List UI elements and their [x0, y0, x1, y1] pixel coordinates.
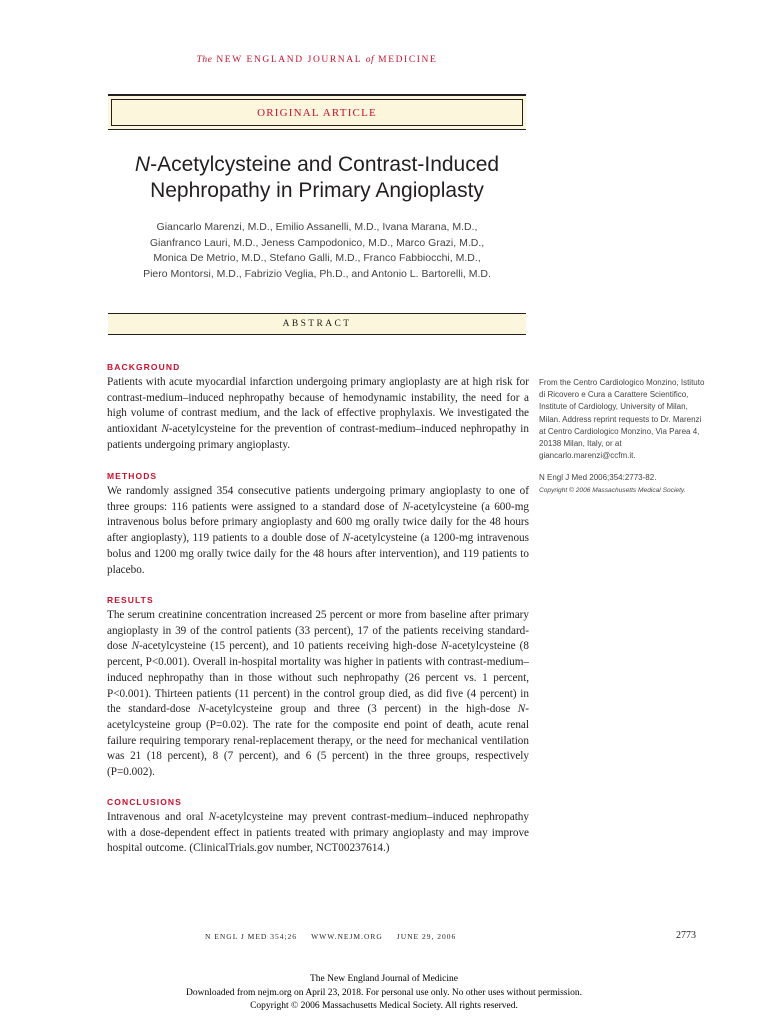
- author-line: Piero Montorsi, M.D., Fabrizio Veglia, Ph.D., and Antonio L. Bartorelli, M.D.: [143, 267, 491, 280]
- journal-prefix: The: [196, 55, 213, 65]
- methods-text-a: We randomly assigned 354 consecutive patients undergoing primary angioplasty to one of three groups: 116 patients were assigned to a standard dose of: [107, 485, 529, 513]
- copyright-note: Copyright © 2006 Massachusetts Medical Society.: [539, 487, 686, 494]
- methods-text-b: -acetylcysteine (a 600-mg intravenous bolus before primary angioplasty and 600 mg orally twice daily for the 48 hours after angioplasty), 119 patients to a double dose of: [107, 500, 529, 545]
- results-paragraph: [107, 608, 529, 781]
- title-line-2: Nephropathy in Primary Angioplasty: [150, 179, 484, 202]
- results-text-a: The serum creatinine concentration increased 25 percent or more from baseline after primary angioplasty in 39 of the control patients (33 percent), 17 of the patients receiving standard-dose: [107, 609, 529, 653]
- title-line-1-rest: -Acetylcysteine and Contrast-Induced: [150, 153, 500, 176]
- author-line: Monica De Metrio, M.D., Stefano Galli, M.D., Franco Fabbiocchi, M.D.,: [153, 252, 481, 264]
- italic-n: N: [208, 811, 217, 823]
- footer-website: WWW.NEJM.ORG: [311, 932, 383, 941]
- methods-text-c: -acetylcysteine (a 1200-mg intravenous bolus and 1200 mg orally twice daily for the 48 hours after intervention), and 119 patients to placebo.: [107, 532, 529, 576]
- author-list: [108, 220, 526, 282]
- italic-n: N: [131, 640, 140, 653]
- background-text-b: -acetylcysteine for the prevention of contrast-medium–induced nephropathy in patients undergoing primary angioplasty.: [107, 423, 529, 451]
- results-heading: RESULTS: [107, 595, 154, 605]
- citation-line: N Engl J Med 2006;354:2773-82.: [539, 473, 657, 482]
- italic-n: N: [197, 703, 206, 716]
- conclusions-text-b: -acetylcysteine may prevent contrast-medium–induced nephropathy with a dose-dependent effect in patients treated with primary angioplasty and may improve hospital outcome. (ClinicalTrials.gov number, NCT00237614.): [107, 811, 529, 855]
- affiliation-note: From the Centro Cardiologico Monzino, Istituto di Ricovero e Cura a Carattere Scientifico, Institute of Cardiology, University of Milan, Milan. Address reprint requests to Dr. Marenzi at Centro Cardiologico Monzino, Via Parea 4, 20138 Milan, Italy, or at giancarlo.marenzi@ccfm.it.: [539, 378, 705, 461]
- abstract-heading: ABSTRACT: [108, 313, 526, 335]
- journal-of: of: [365, 55, 375, 65]
- results-text-e: -acetylcysteine group (P=0.02). The rate for the composite end point of death, acute renal failure requiring temporary renal-replacement therapy, or the need for mechanical ventilation was 21 (18 percent), 8 (7 percent), and 6 (5 percent) in the three groups, respectively (P=0.002).: [107, 703, 529, 779]
- italic-n: N: [402, 500, 410, 513]
- footer-journal-abbrev: N ENGL J MED 354;26: [205, 932, 298, 941]
- footer-date: JUNE 29, 2006: [396, 932, 457, 941]
- author-line: Giancarlo Marenzi, M.D., Emilio Assanelli, M.D., Ivana Marana, M.D.,: [156, 221, 478, 233]
- methods-heading: METHODS: [107, 471, 158, 481]
- journal-suffix: MEDICINE: [378, 55, 438, 65]
- italic-n: N: [161, 423, 169, 436]
- download-line-1: The New England Journal of Medicine: [310, 974, 458, 984]
- conclusions-heading: CONCLUSIONS: [107, 797, 182, 807]
- methods-paragraph: [107, 484, 529, 578]
- article-title: [108, 152, 526, 204]
- page-footer: [205, 932, 470, 941]
- page-number: 2773: [676, 930, 696, 941]
- journal-main: NEW ENGLAND JOURNAL: [216, 55, 362, 65]
- download-line-3: Copyright © 2006 Massachusetts Medical Society. All rights reserved.: [250, 1001, 518, 1011]
- results-text-d: -acetylcysteine group and three (3 percent) in the high-dose: [205, 703, 518, 716]
- italic-n: N: [517, 703, 526, 716]
- article-type-label: ORIGINAL ARTICLE: [111, 99, 523, 126]
- author-line: Gianfranco Lauri, M.D., Jeness Campodonico, M.D., Marco Grazi, M.D.,: [149, 236, 485, 249]
- title-line-1: [108, 152, 526, 178]
- title-italic-n: N: [134, 153, 151, 176]
- background-text-a: Patients with acute myocardial infarction undergoing primary angioplasty are at high risk for contrast-medium–induced nephropathy because of hemodynamic instability, the need for a high volume of contrast medium, and the lack of effective prophylaxis. We investigated the antioxidant: [107, 376, 529, 436]
- download-notice: [0, 973, 768, 1014]
- results-text-c: -acetylcysteine (8 percent, P<0.001). Overall in-hospital mortality was higher in patients with contrast-medium–induced nephropathy than in those without such nephropathy (26 percent vs. 1 percent, P<0.001). Thirteen patients (11 percent) in the control group died, as did five (4 percent) in the standard-dose: [107, 640, 530, 716]
- background-heading: BACKGROUND: [107, 362, 181, 372]
- article-type-box: [108, 94, 526, 130]
- conclusions-paragraph: [107, 810, 529, 857]
- journal-header: [108, 55, 526, 65]
- results-text-b: -acetylcysteine (15 percent), and 10 patients receiving high-dose: [139, 640, 442, 653]
- conclusions-text-a: Intravenous and oral: [107, 811, 209, 823]
- download-line-2: Downloaded from nejm.org on April 23, 2018. For personal use only. No other uses without permission.: [185, 987, 583, 998]
- italic-n: N: [441, 640, 449, 653]
- background-paragraph: [107, 375, 529, 454]
- italic-n: N: [342, 532, 351, 545]
